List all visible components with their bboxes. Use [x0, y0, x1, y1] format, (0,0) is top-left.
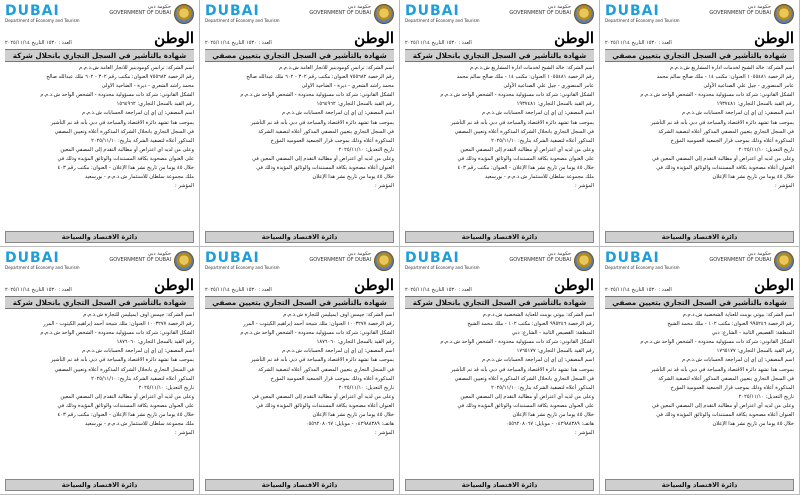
issue-date: العدد : ١٥٣٠ التاريخ ٢٠٢٥/١١/١٤ [205, 287, 272, 293]
body-line: خلال ٤٥ يوما من تاريخ نشر هذا الإعلان [712, 174, 794, 181]
body-line: ملك مجموعة سلطان للاستثمار ش.ذ.م.م - بورسعيد [484, 174, 594, 181]
newspaper-name: الوطن [354, 276, 394, 294]
dept-name: Department of Economy and Tourism [205, 18, 280, 23]
body-line: على العنوان مصحوبة بكافة المستندات والوثائق المؤيدة وذلك في [57, 402, 194, 409]
masthead [605, 277, 794, 293]
body-line: ملك مجموعة سلطان للاستثمار ش.ذ.م.م - بورسعيد [84, 421, 194, 428]
body-line: خلال ٤٥ يوما من تاريخ نشر هذا الإعلان [712, 421, 794, 428]
issue-date: العدد : ١٥٣٠ التاريخ ٢٠٢٥/١١/١٤ [605, 40, 672, 46]
masthead [405, 277, 594, 293]
notice-5 [0, 247, 200, 495]
body-line: خلال ٤٥ يوما من تاريخ نشر هذا الإعلان - العنوان: مكتب رقم ٤٠٣ [457, 165, 594, 172]
body-line: هاتف: ٠٤٢٩٨٨٣٨٩ - موبايل: ٠٥٥٦٢٠٨٠٦٧ [505, 421, 594, 428]
body-line: المؤشر : [175, 430, 194, 437]
gov-text-ar: حكومة دبي [547, 251, 571, 257]
body-line: المؤشر : [175, 183, 194, 190]
body-line: وعلى من لديه أي اعتراض أو مطالبة التقدم إلى المصفي المعين [460, 146, 594, 153]
government-text [709, 251, 771, 263]
body-line: اسم المصفي: إن إي إن لمراجعة الحسابات ش.ذ.م.م [282, 348, 394, 355]
government-logo [109, 251, 194, 271]
dubai-wordmark: DUBAI [5, 250, 60, 266]
logo-row [5, 251, 194, 275]
body-line: خلال ٤٥ يوما من تاريخ نشر هذا الإعلان [312, 174, 394, 181]
body-line: المنطقة: القصيص الثانية - الشارع: دبي [711, 330, 794, 337]
dubai-wordmark: DUBAI [405, 250, 460, 266]
body-line: وعلى من لديه أي اعتراض أو مطالبة التقدم إلى المصفي المعين في [252, 155, 394, 162]
logo-row [205, 4, 394, 28]
masthead [205, 30, 394, 46]
emblem-icon [374, 251, 394, 271]
notice-body [405, 311, 594, 438]
gov-text-ar: حكومة دبي [347, 4, 371, 10]
body-line: اسم الشركة: بيوتي بوينت للعناية الشخصية ش.ذ.م.م [682, 312, 794, 318]
body-line: المذكور أعلاه لتصفية الشركة بتاريخ: ٢٠٢٥/١١/١٠ [91, 137, 194, 144]
body-line: الشكل القانوني: شركة ذات مسؤولية محدودة - الشخص الواحد ش.ذ.م.م [640, 339, 794, 346]
gov-text-ar: حكومة دبي [147, 4, 171, 10]
body-line: في السجل التجاري بانحلال الشركة المذكورة أعلاه وتعيين المصفي [54, 128, 194, 135]
body-line: رقم القيد بالسجل التجاري: ١٥٦٤٩٦٢ [316, 101, 394, 108]
body-line: الشكل القانوني: شركة ذات مسؤولية محدودة - الشخص الواحد ش.ذ.م.م [640, 92, 794, 99]
body-line: رقم الرخصة ١٠٥٥٤٨١ العنوان: مكتب ١٤ - ملك صالح سالم محمد [656, 74, 794, 81]
masthead [605, 30, 794, 46]
emblem-icon [774, 251, 794, 271]
newspaper-name: الوطن [154, 276, 194, 294]
notice-body [5, 64, 194, 191]
body-line: في السجل التجاري بتعيين المصفي المذكور أعلاه لتصفية الشركة [658, 375, 794, 382]
body-line: اسم المصفي: إن إي إن لمراجعة الحسابات ش.ذ.م.م [682, 110, 794, 117]
dubai-logo [5, 251, 80, 270]
body-line: اسم الشركة: ترانس كوموديتيز للاتجار العامة ش.ذ.م.م [79, 65, 194, 71]
notice-6 [200, 247, 400, 495]
logo-row [405, 4, 594, 28]
masthead [5, 30, 194, 46]
body-line: وعلى من لديه أي اعتراض أو مطالبة التقدم إلى المصفي المعين في [652, 402, 794, 409]
footer-bar: دائرة الاقتصاد والسياحة [205, 479, 394, 491]
body-line: تاريخ التعديل: ٢٠٢٥/١١/١٠ [338, 384, 394, 391]
notice-title: شهادة بالتأشير في السجل التجاري بانحلال شركة [5, 296, 194, 309]
body-line: هاتف: ٠٤٢٩٨٨٣٨٩ - موبايل: ٠٥٥٦٢٠٨٠٦٧ [305, 421, 394, 428]
dubai-logo [205, 4, 280, 23]
body-line: بموجب هذا تشهد دائرة الاقتصاد والسياحة في دبي بأنه قد تم التأشير [450, 119, 594, 126]
body-line: خلال ٤٥ يوما من تاريخ نشر هذا الإعلان [512, 412, 594, 419]
notice-4 [600, 0, 800, 247]
body-line: رقم القيد بالسجل التجاري: ١٩٣٧٤٨١ [516, 101, 594, 108]
notice-title: شهادة بالتأشير في السجل التجاري بانحلال شركة [405, 296, 594, 309]
body-line: خلال ٤٥ يوما من تاريخ نشر هذا الإعلان - العنوان: مكتب رقم ٤٠٣ [57, 165, 194, 172]
body-line: المذكورة أعلاه وذلك بموجب قرار الجمعية العمومية المؤرخ [270, 375, 394, 382]
body-line: على العنوان مصحوبة بكافة المستندات والوثائق المؤيدة وذلك في [57, 155, 194, 162]
body-line: رقم الرخصة ١٠٠٣٢٧٧ العنوان: ملك شيخة أحمد إبراهيم الكيتوب - المرر [243, 321, 394, 328]
body-line: المذكورة أعلاه وذلك بموجب قرار الجمعية العمومية المؤرخ [670, 384, 794, 391]
gov-text-en: GOVERNMENT OF DUBAI [509, 10, 571, 16]
body-line: خلال ٤٥ يوما من تاريخ نشر هذا الإعلان [312, 412, 394, 419]
body-line: اسم الشركة: جيمس اوف ايميليس للتجارة ش.ذ.م.م [83, 312, 194, 318]
body-line: المذكور أعلاه لتصفية الشركة بتاريخ: ٢٠٢٥/١١/١٠ [491, 137, 594, 144]
body-line: وعلى من لديه أي اعتراض أو مطالبة التقدم إلى المصفي المعين [460, 393, 594, 400]
body-line: رقم القيد بالسجل التجاري: ١٨٧٦٠٦٠ [116, 339, 194, 346]
government-logo [309, 251, 394, 271]
body-line: رقم الرخصة ٧٥٥٦٨٢ العنوان: مكتب رقم ٣٠٢ - ٦٠٢ ملك عبدالله صالح [246, 74, 394, 81]
emblem-icon [374, 4, 394, 24]
body-line: وعلى من لديه أي اعتراض أو مطالبة التقدم إلى المصفي المعين في [652, 155, 794, 162]
newspaper-name: الوطن [354, 29, 394, 47]
government-logo [509, 251, 594, 271]
government-text [509, 4, 571, 16]
notice-body [205, 64, 394, 191]
dubai-logo [405, 251, 480, 270]
newspaper-name: الوطن [554, 29, 594, 47]
body-line: محمد راشد الشعري - ديرة - الضاحية الاولى [101, 83, 194, 90]
government-logo [709, 251, 794, 271]
body-line: بموجب هذا تشهد دائرة الاقتصاد والسياحة في دبي بأنه قد تم التأشير [450, 366, 594, 373]
body-line: اسم الشركة: جيمس اوف ايميليس للتجارة ش.ذ.م.م [283, 312, 394, 318]
body-line: اسم الشركة: ترانس كوموديتيز للاتجار العامة ش.ذ.م.م [279, 65, 394, 71]
body-line: العنوان أعلاه مصحوبة بكافة المستندات والوثائق المؤيدة وذلك في [256, 402, 394, 409]
footer-bar: دائرة الاقتصاد والسياحة [205, 231, 394, 243]
body-line: المذكور أعلاه لتصفية الشركة بتاريخ: ٢٠٢٥/١١/١٠ [491, 384, 594, 391]
body-line: رقم القيد بالسجل التجاري: ١٧٦٥١٧٧ [716, 348, 794, 355]
body-line: الشكل القانوني: شركة ذات مسؤولية محدودة - الشخص الواحد ش.ذ.م.م [440, 339, 594, 346]
body-line: بموجب هذا تشهد دائرة الاقتصاد والسياحة في دبي بأنه قد تم التأشير [250, 357, 394, 364]
notice-body [605, 64, 794, 191]
body-line: الشكل القانوني: شركة ذات مسؤولية محدودة - الشخص الواحد ش.ذ.م.م [440, 92, 594, 99]
emblem-icon [774, 4, 794, 24]
dept-name: Department of Economy and Tourism [5, 265, 80, 270]
issue-date: العدد : ١٥٣٠ التاريخ ٢٠٢٥/١١/١٤ [405, 287, 472, 293]
issue-date: العدد : ١٥٣٠ التاريخ ٢٠٢٥/١١/١٤ [5, 287, 72, 293]
body-line: عامر المنصوري - جبل علي الصناعية الأولى [703, 83, 794, 90]
body-line: في السجل التجاري بانحلال الشركة المذكورة أعلاه وتعيين المصفي [454, 128, 594, 135]
notice-body [205, 311, 394, 438]
body-line: على العنوان مصحوبة بكافة المستندات والوثائق المؤيدة وذلك في [457, 402, 594, 409]
government-logo [509, 4, 594, 24]
emblem-icon [574, 251, 594, 271]
body-line: المؤشر : [775, 183, 794, 190]
dept-name: Department of Economy and Tourism [205, 265, 280, 270]
emblem-icon [574, 4, 594, 24]
notice-7 [400, 247, 600, 495]
newspaper-name: الوطن [754, 276, 794, 294]
body-line: تاريخ التعديل: ٢٠٢٥/١١/١٠ [738, 146, 794, 153]
government-text [109, 4, 171, 16]
body-line: المنطقة: القصيص الثانية - الشارع: دبي [511, 330, 594, 337]
gov-text-en: GOVERNMENT OF DUBAI [309, 10, 371, 16]
body-line: اسم المصفي: إن إي إن لمراجعة الحسابات ش.ذ.م.م [82, 110, 194, 117]
gov-text-ar: حكومة دبي [347, 251, 371, 257]
notice-title: شهادة بالتأشير في السجل التجاري بانحلال شركة [405, 49, 594, 62]
body-line: المؤشر : [575, 183, 594, 190]
logo-row [5, 4, 194, 28]
body-line: رقم القيد بالسجل التجاري: ١٧٦٥١٧٧ [516, 348, 594, 355]
government-logo [709, 4, 794, 24]
dubai-wordmark: DUBAI [605, 250, 660, 266]
government-text [509, 251, 571, 263]
government-logo [109, 4, 194, 24]
gov-text-ar: حكومة دبي [747, 4, 771, 10]
government-text [109, 251, 171, 263]
body-line: خلال ٤٥ يوما من تاريخ نشر هذا الإعلان - العنوان: مكتب رقم ٤٠٣ [57, 412, 194, 419]
issue-date: العدد : ١٥٣٠ التاريخ ٢٠٢٥/١١/١٤ [5, 40, 72, 46]
body-line: اسم المصفي: إن إي إن لمراجعة الحسابات ش.ذ.م.م [82, 348, 194, 355]
newspaper-name: الوطن [154, 29, 194, 47]
dubai-wordmark: DUBAI [605, 3, 660, 19]
body-line: المذكورة أعلاه وذلك بموجب قرار الجمعية العمومية المؤرخ [270, 137, 394, 144]
footer-bar: دائرة الاقتصاد والسياحة [5, 231, 194, 243]
body-line: في السجل التجاري بانحلال الشركة المذكورة أعلاه وتعيين المصفي [54, 366, 194, 373]
body-line: رقم الرخصة ٧٥٥٦٨٢ العنوان: مكتب رقم ٣٠٢ - ٦٠٢ ملك عبدالله صالح [46, 74, 194, 81]
dubai-wordmark: DUBAI [205, 250, 260, 266]
body-line: تاريخ التعديل: ٢٠٢٥/١١/١٠ [338, 146, 394, 153]
body-line: بموجب هذا تشهد دائرة الاقتصاد والسياحة في دبي بأنه قد تم التأشير [650, 366, 794, 373]
body-line: في السجل التجاري بتعيين المصفي المذكور أعلاه لتصفية الشركة [258, 128, 394, 135]
logo-row [605, 251, 794, 275]
masthead [405, 30, 594, 46]
body-line: ملك مجموعة سلطان للاستثمار ش.ذ.م.م - بورسعيد [84, 174, 194, 181]
body-line: اسم المصفي: إن إي إن لمراجعة الحسابات ش.ذ.م.م [682, 357, 794, 364]
body-line: رقم الرخصة ١٠٠٣٢٧٧ العنوان: ملك شيخة أحمد إبراهيم الكيتوب - المرر [43, 321, 194, 328]
government-logo [309, 4, 394, 24]
government-text [309, 4, 371, 16]
dubai-wordmark: DUBAI [405, 3, 460, 19]
body-line: المؤشر : [375, 183, 394, 190]
issue-date: العدد : ١٥٣٠ التاريخ ٢٠٢٥/١١/١٤ [605, 287, 672, 293]
footer-bar: دائرة الاقتصاد والسياحة [605, 231, 794, 243]
body-line: في السجل التجاري بانحلال الشركة المذكورة أعلاه وتعيين المصفي [454, 375, 594, 382]
gov-text-en: GOVERNMENT OF DUBAI [109, 10, 171, 16]
body-line: بموجب هذا تشهد دائرة الاقتصاد والسياحة في دبي بأنه قد تم التأشير [50, 119, 194, 126]
dubai-wordmark: DUBAI [205, 3, 260, 19]
dubai-logo [5, 4, 80, 23]
body-line: محمد راشد الشعري - ديرة - الضاحية الاولى [301, 83, 394, 90]
body-line: المذكور أعلاه لتصفية الشركة بتاريخ: ٢٠٢٥/١١/١٠ [91, 375, 194, 382]
body-line: المؤشر : [575, 430, 594, 437]
notice-title: شهادة بالتأشير في السجل التجاري بانحلال شركة [5, 49, 194, 62]
body-line: رقم القيد بالسجل التجاري: ١٥٦٤٩٦٢ [116, 101, 194, 108]
dept-name: Department of Economy and Tourism [605, 265, 680, 270]
body-line: تاريخ التعديل: ٢٠٢٥/١١/١٠ [738, 393, 794, 400]
body-line: الشكل القانوني: شركة ذات مسؤولية محدودة - الشخص الواحد ش.ذ.م.م [40, 330, 194, 337]
footer-bar: دائرة الاقتصاد والسياحة [405, 479, 594, 491]
notice-title: شهادة بالتأشير في السجل التجاري بتعيين مصفي [205, 49, 394, 62]
body-line: عامر المنصوري - جبل علي الصناعية الأولى [503, 83, 594, 90]
dept-name: Department of Economy and Tourism [405, 265, 480, 270]
body-line: رقم القيد بالسجل التجاري: ١٩٣٧٤٨١ [716, 101, 794, 108]
body-line: العنوان أعلاه مصحوبة بكافة المستندات والوثائق المؤيدة وذلك في [256, 165, 394, 172]
body-line: رقم الرخصة ١٠٥٥٤٨١ العنوان: مكتب ١٤ - ملك صالح سالم محمد [456, 74, 594, 81]
notice-title: شهادة بالتأشير في السجل التجاري بتعيين مصفي [205, 296, 394, 309]
body-line: اسم الشركة: خالد الشيخ لخدمات ادارة المشاريع ش.ذ.م.م [670, 65, 794, 71]
body-line: في السجل التجاري بتعيين المصفي المذكور أعلاه لتصفية الشركة [658, 128, 794, 135]
body-line: تاريخ التعديل: ٢٠٢٥/١١/١٠ [138, 384, 194, 391]
body-line: رقم الرخصة ٩٩٥٢٤٦ العنوان: مكتب ١٠٢ - ملك محمد الشيخ [467, 321, 594, 328]
gov-text-en: GOVERNMENT OF DUBAI [109, 257, 171, 263]
gov-text-ar: حكومة دبي [147, 251, 171, 257]
body-line: العنوان أعلاه مصحوبة بكافة المستندات والوثائق المؤيدة وذلك في [656, 412, 794, 419]
body-line: رقم الرخصة ٩٩٥٢٤٦ العنوان: مكتب ١٠٢ - ملك محمد الشيخ [667, 321, 794, 328]
notice-title: شهادة بالتأشير في السجل التجاري بتعيين مصفي [605, 49, 794, 62]
notice-title: شهادة بالتأشير في السجل التجاري بتعيين مصفي [605, 296, 794, 309]
body-line: وعلى من لديه أي اعتراض أو مطالبة التقدم إلى المصفي المعين [60, 393, 194, 400]
body-line: على العنوان مصحوبة بكافة المستندات والوثائق المؤيدة وذلك في [457, 155, 594, 162]
body-line: بموجب هذا تشهد دائرة الاقتصاد والسياحة في دبي بأنه قد تم التأشير [650, 119, 794, 126]
emblem-icon [174, 251, 194, 271]
issue-date: العدد : ١٥٣٠ التاريخ ٢٠٢٥/١١/١٤ [405, 40, 472, 46]
emblem-icon [174, 4, 194, 24]
notice-body [605, 311, 794, 429]
masthead [205, 277, 394, 293]
government-text [709, 4, 771, 16]
body-line: المؤشر : [375, 430, 394, 437]
dept-name: Department of Economy and Tourism [5, 18, 80, 23]
logo-row [205, 251, 394, 275]
body-line: اسم المصفي: إن إي إن لمراجعة الحسابات ش.ذ.م.م [482, 110, 594, 117]
body-line: رقم القيد بالسجل التجاري: ١٨٧٦٠٦٠ [316, 339, 394, 346]
newspaper-name: الوطن [754, 29, 794, 47]
body-line: وعلى من لديه أي اعتراض أو مطالبة التقدم إلى المصفي المعين في [252, 393, 394, 400]
footer-bar: دائرة الاقتصاد والسياحة [405, 231, 594, 243]
body-line: اسم الشركة: خالد الشيخ لخدمات ادارة المشاريع ش.ذ.م.م [470, 65, 594, 71]
body-line: اسم المصفي: إن إي إن لمراجعة الحسابات ش.ذ.م.م [282, 110, 394, 117]
footer-bar: دائرة الاقتصاد والسياحة [605, 479, 794, 491]
notice-8 [600, 247, 800, 495]
body-line: المذكورة أعلاه وذلك بموجب قرار الجمعية العمومية المؤرخ [670, 137, 794, 144]
notice-body [5, 311, 194, 438]
dubai-logo [205, 251, 280, 270]
issue-date: العدد : ١٥٣٠ التاريخ ٢٠٢٥/١١/١٤ [205, 40, 272, 46]
body-line: اسم الشركة: بيوتي بوينت للعناية الشخصية ش.ذ.م.م [482, 312, 594, 318]
dubai-logo [405, 4, 480, 23]
body-line: اسم المصفي: إن إي إن لمراجعة الحسابات ش.ذ.م.م [482, 357, 594, 364]
body-line: بموجب هذا تشهد دائرة الاقتصاد والسياحة في دبي بأنه قد تم التأشير [50, 357, 194, 364]
footer-bar: دائرة الاقتصاد والسياحة [5, 479, 194, 491]
masthead [5, 277, 194, 293]
dept-name: Department of Economy and Tourism [605, 18, 680, 23]
notice-3 [400, 0, 600, 247]
dubai-logo [605, 251, 680, 270]
body-line: بموجب هذا تشهد دائرة الاقتصاد والسياحة في دبي بأنه قد تم التأشير [250, 119, 394, 126]
body-line: العنوان أعلاه مصحوبة بكافة المستندات والوثائق المؤيدة وذلك في [656, 165, 794, 172]
dubai-logo [605, 4, 680, 23]
body-line: وعلى من لديه اي اعتراض أو مطالبة التقدم إلى المصفي المعين [60, 146, 194, 153]
gov-text-ar: حكومة دبي [547, 4, 571, 10]
gov-text-en: GOVERNMENT OF DUBAI [709, 257, 771, 263]
notice-body [405, 64, 594, 191]
gov-text-ar: حكومة دبي [747, 251, 771, 257]
gov-text-en: GOVERNMENT OF DUBAI [509, 257, 571, 263]
newspaper-name: الوطن [554, 276, 594, 294]
body-line: الشكل القانوني: شركة ذات مسؤولية محدودة - الشخص الواحد ش.ذ.م.م [240, 92, 394, 99]
body-line: الشكل القانوني: شركة ذات مسؤولية محدودة - الشخص الواحد ش.ذ.م.م [240, 330, 394, 337]
dept-name: Department of Economy and Tourism [405, 18, 480, 23]
body-line: في السجل التجاري بتعيين المصفي المذكور أعلاه لتصفية الشركة [258, 366, 394, 373]
logo-row [405, 251, 594, 275]
government-text [309, 251, 371, 263]
notice-2 [200, 0, 400, 247]
dubai-wordmark: DUBAI [5, 3, 60, 19]
body-line: الشكل القانوني: شركة ذات مسؤولية محدودة - الشخص الواحد ش.ذ.م.م [40, 92, 194, 99]
gov-text-en: GOVERNMENT OF DUBAI [309, 257, 371, 263]
gov-text-en: GOVERNMENT OF DUBAI [709, 10, 771, 16]
notice-1 [0, 0, 200, 247]
logo-row [605, 4, 794, 28]
